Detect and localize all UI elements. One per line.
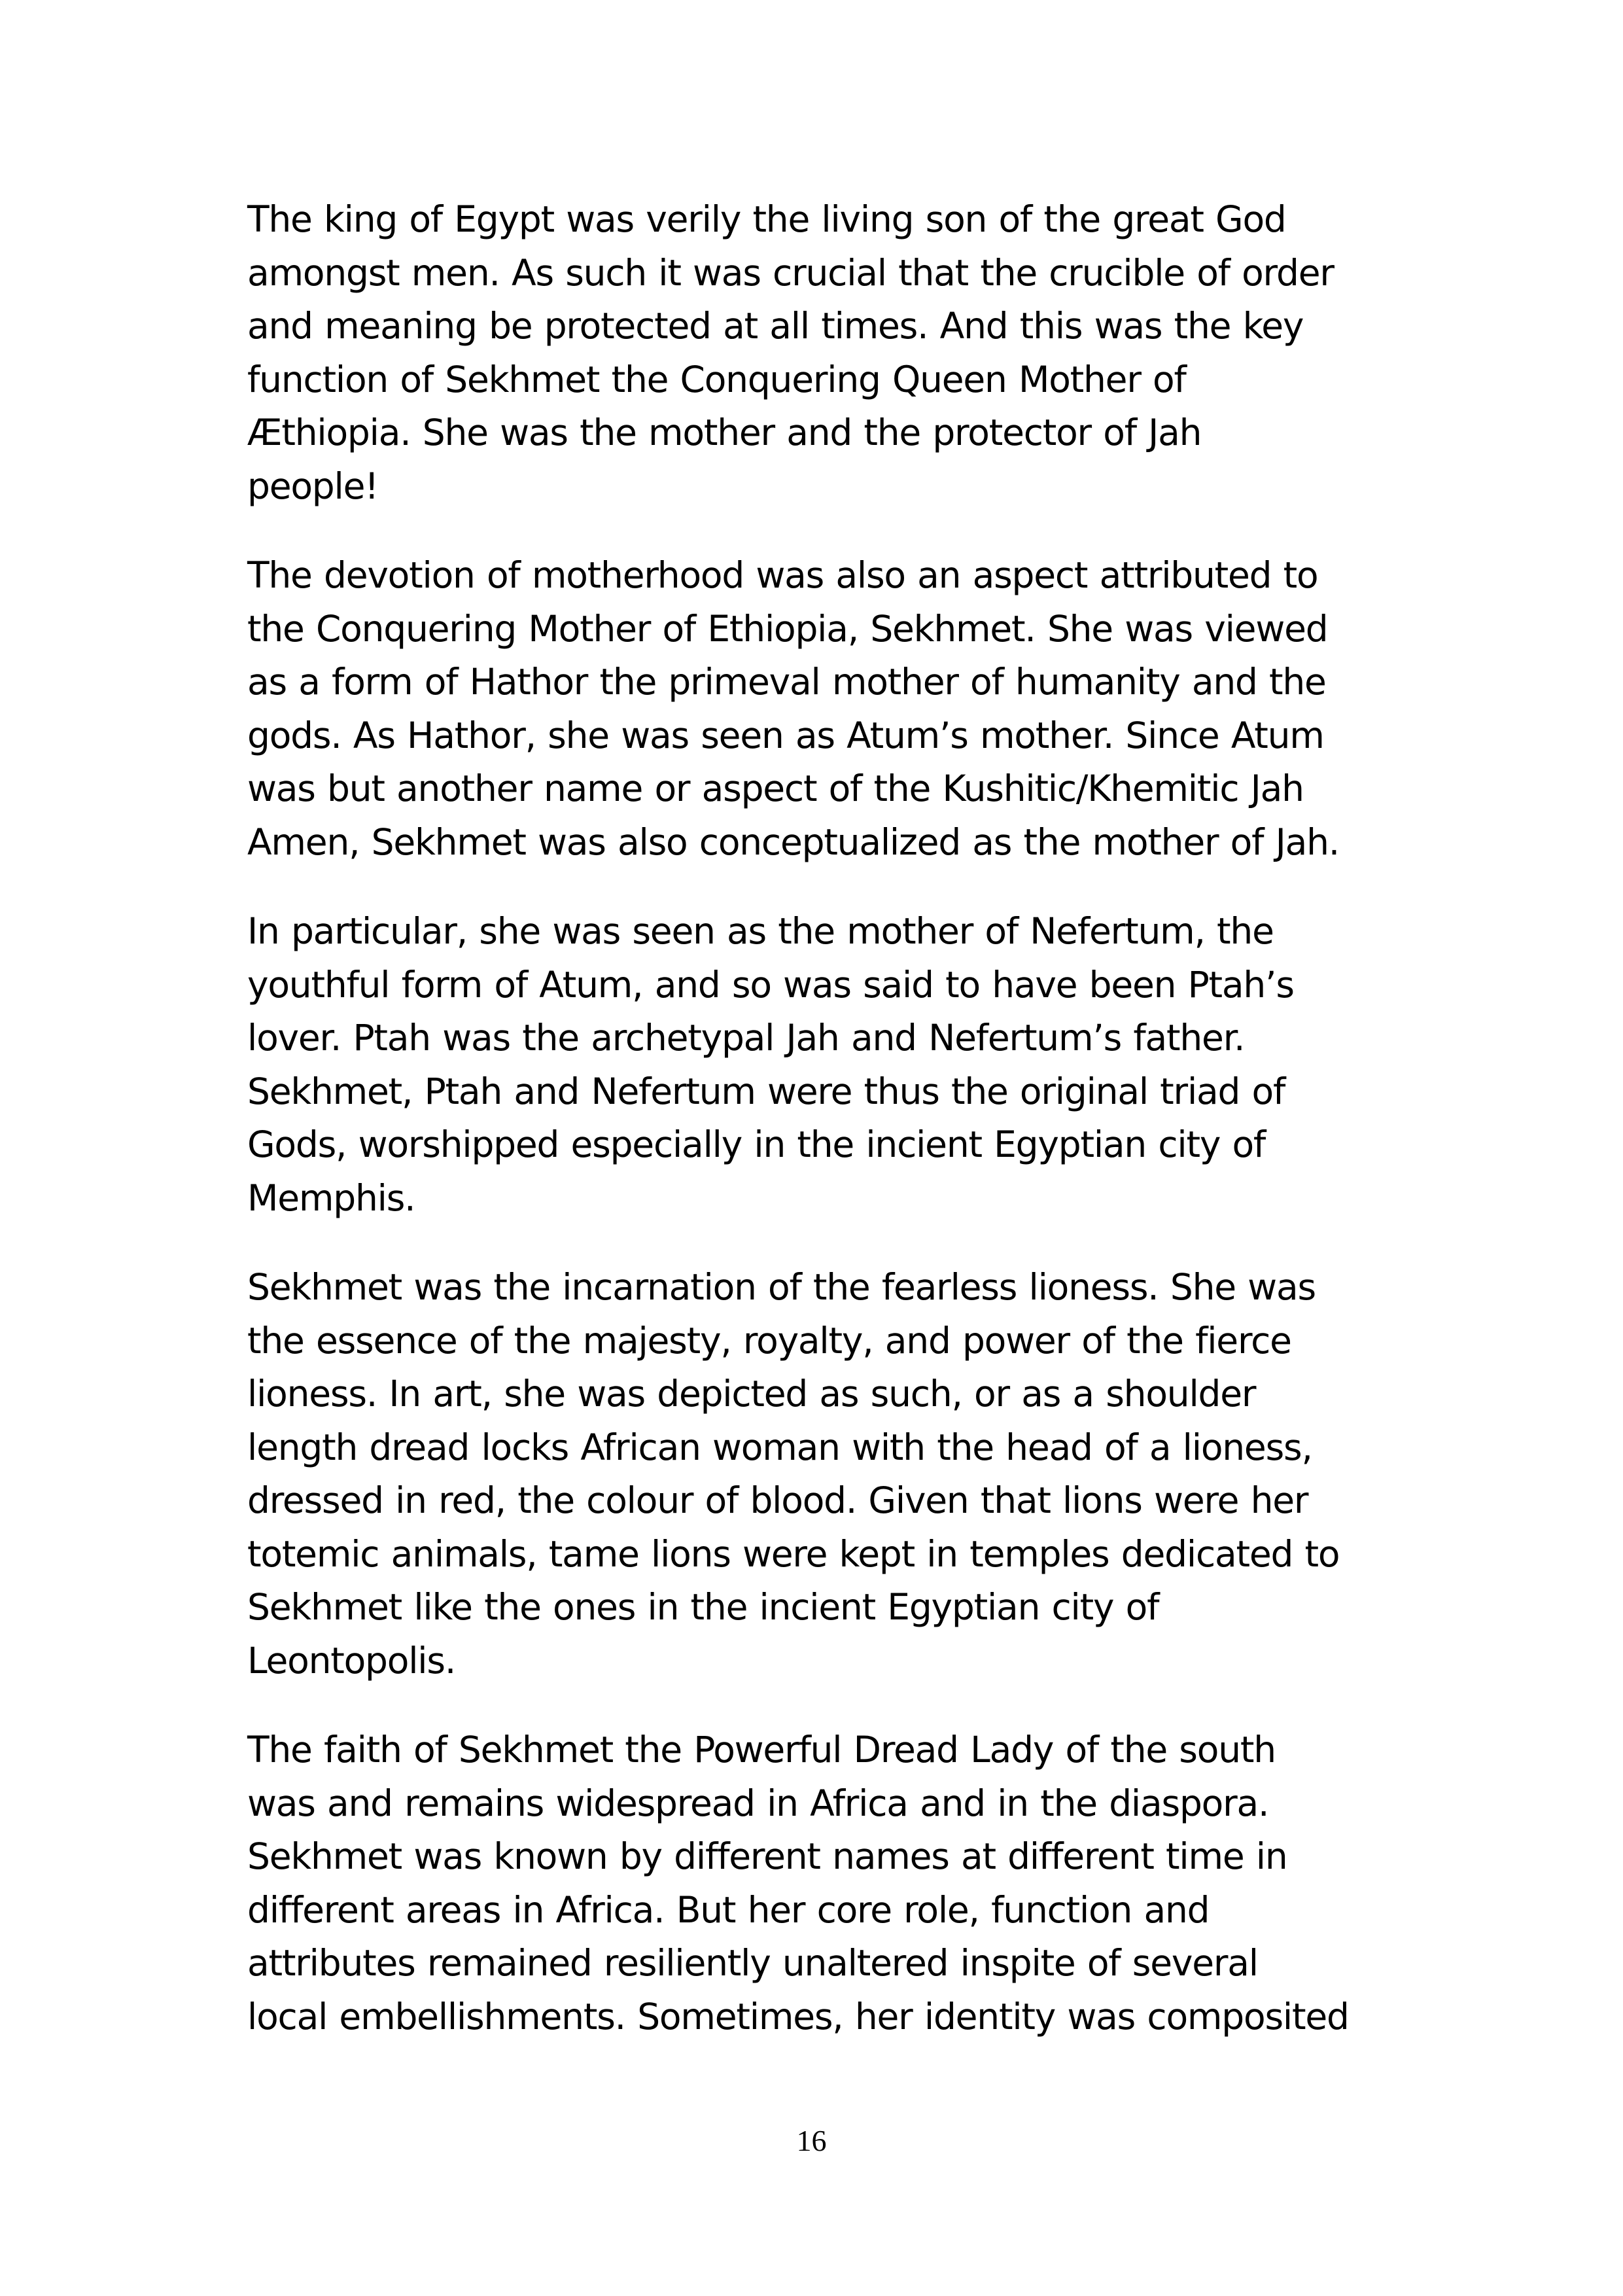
- text-line: length dread locks African woman with the head of a lioness,: [247, 1426, 1312, 1468]
- text-line: function of Sekhmet the Conquering Queen Mother of: [247, 358, 1186, 400]
- text-line: Gods, worshipped especially in the incient Egyptian city of: [247, 1123, 1266, 1165]
- paragraph-3: [247, 905, 1399, 1225]
- text-line: totemic animals, tame lions were kept in temples dedicated to: [247, 1532, 1340, 1575]
- text-line: Sekhmet like the ones in the incient Egyptian city of: [247, 1586, 1159, 1628]
- paragraph-4: [247, 1261, 1399, 1687]
- text-line: people!: [247, 465, 379, 507]
- text-line: Sekhmet was the incarnation of the fearless lioness. She was: [247, 1266, 1316, 1308]
- text-line: the essence of the majesty, royalty, and power of the fierce: [247, 1319, 1291, 1362]
- body-text: [247, 193, 1399, 2079]
- text-line: youthful form of Atum, and so was said to have been Ptah’s: [247, 963, 1294, 1006]
- paragraph-2: [247, 549, 1399, 869]
- text-line: The faith of Sekhmet the Powerful Dread Lady of the south: [247, 1729, 1276, 1771]
- text-line: Leontopolis.: [247, 1639, 456, 1682]
- text-line: Sekhmet, Ptah and Nefertum were thus the original triad of: [247, 1070, 1285, 1112]
- page-number: 16: [796, 2124, 827, 2157]
- text-line: was but another name or aspect of the Kushitic/Khemitic Jah: [247, 768, 1304, 809]
- text-line: attributes remained resiliently unaltered inspite of several: [247, 1942, 1258, 1984]
- text-line: local embellishments. Sometimes, her identity was composited: [247, 1995, 1349, 2038]
- text-line: In particular, she was seen as the mother of Nefertum, the: [247, 910, 1274, 952]
- text-line: The devotion of motherhood was also an aspect attributed to: [247, 554, 1318, 596]
- text-line: as a form of Hathor the primeval mother of humanity and the: [247, 661, 1326, 703]
- text-line: and meaning be protected at all times. And this was the key: [247, 305, 1304, 347]
- text-line: amongst men. As such it was crucial that the crucible of order: [247, 251, 1334, 294]
- paragraph-1: [247, 193, 1399, 513]
- text-line: different areas in Africa. But her core role, function and: [247, 1888, 1210, 1931]
- text-line: Amen, Sekhmet was also conceptualized as the mother of Jah.: [247, 821, 1340, 863]
- text-line: dressed in red, the colour of blood. Given that lions were her: [247, 1479, 1308, 1521]
- text-line: gods. As Hathor, she was seen as Atum’s mother. Since Atum: [247, 714, 1324, 756]
- text-line: Æthiopia. She was the mother and the protector of Jah: [247, 412, 1202, 453]
- text-line: The king of Egypt was verily the living son of the great God: [247, 198, 1286, 240]
- text-line: was and remains widespread in Africa and in the diaspora.: [247, 1782, 1269, 1824]
- text-line: Sekhmet was known by different names at different time in: [247, 1835, 1287, 1877]
- text-line: lover. Ptah was the archetypal Jah and Nefertum’s father.: [247, 1017, 1245, 1059]
- text-line: the Conquering Mother of Ethiopia, Sekhmet. She was viewed: [247, 607, 1328, 650]
- text-line: lioness. In art, she was depicted as such, or as a shoulder: [247, 1373, 1256, 1415]
- text-line: Memphis.: [247, 1176, 415, 1219]
- paragraph-5: [247, 1723, 1399, 2043]
